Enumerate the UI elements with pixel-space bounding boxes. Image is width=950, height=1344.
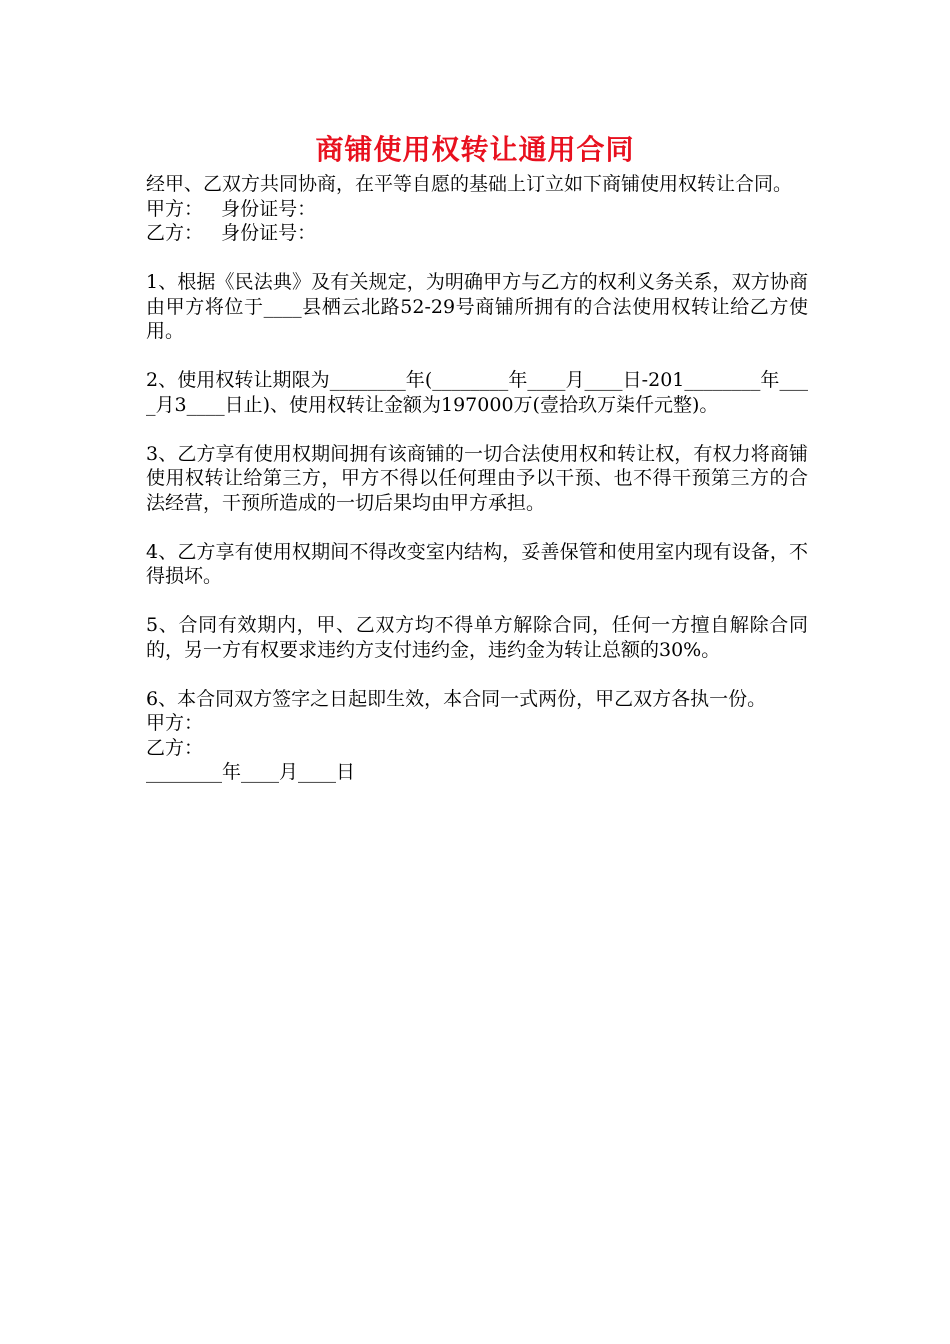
party-a-id-line: 甲方： 身份证号：: [146, 197, 317, 220]
paragraph-gap: [146, 344, 808, 369]
signature-party-a: 甲方：: [146, 712, 204, 734]
paragraph-gap: [146, 246, 808, 271]
intro-paragraph: 经甲、乙双方共同协商，在平等自愿的基础上订立如下商铺使用权转让合同。: [146, 173, 793, 195]
signature-party-b: 乙方：: [146, 736, 204, 759]
paragraph-gap: [146, 589, 808, 614]
clause-3: 3、乙方享有使用权期间拥有该商铺的一切合法使用权和转让权，有权力将商铺使用权转让给第三方，甲方不得以任何理由予以干预、也不得干预第三方的合法经营，干预所造成的一切后果均由甲方承担。: [146, 442, 808, 514]
clause-6: 6、本合同双方签字之日起即生效，本合同一式两份，甲乙双方各执一份。: [146, 687, 767, 710]
paragraph-gap: [146, 417, 808, 442]
party-b-id-line: 乙方： 身份证号：: [146, 222, 317, 244]
clause-2: 2、使用权转让期限为________年(________年____月____日-201________年____月3____日止)、使用权转让金额为197000万(壹拾玖万柒仟元整)。: [146, 369, 808, 416]
signature-date-line: ________年____月____日: [146, 761, 356, 783]
clause-1: 1、根据《民法典》及有关规定，为明确甲方与乙方的权利义务关系，双方协商由甲方将位于____县栖云北路52-29号商铺所拥有的合法使用权转让给乙方使用。: [146, 271, 808, 342]
clause-4: 4、乙方享有使用权期间不得改变室内结构，妥善保管和使用室内现有设备，不得损坏。: [146, 540, 808, 587]
clause-5: 5、合同有效期内，甲、乙双方均不得单方解除合同，任何一方擅自解除合同的，另一方有权要求违约方支付违约金，违约金为转让总额的30%。: [146, 614, 808, 661]
document-body: [146, 172, 808, 785]
document-title: 商铺使用权转让通用合同: [315, 133, 635, 166]
paragraph-gap: [146, 662, 808, 687]
paragraph-gap: [146, 515, 808, 540]
